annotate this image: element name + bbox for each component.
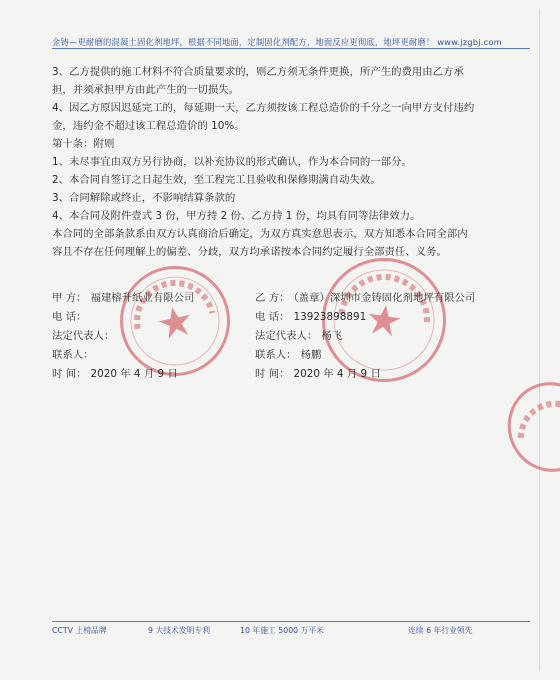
party-b-date-label: 时 间： <box>255 368 290 380</box>
clause-line: 4、本合同及附件壹式 3 份，甲方持 2 份、乙方持 1 份，均具有同等法律效力。 <box>52 210 421 222</box>
footer-badge-cctv: CCTV 上榜品牌 <box>52 626 107 635</box>
page-edge-line <box>539 10 540 670</box>
party-b-contact-label: 联系人： <box>255 349 297 361</box>
header-divider <box>52 48 530 49</box>
party-b-phone-row <box>255 311 366 323</box>
party-a-contact-row <box>52 349 98 361</box>
party-b-contact-row <box>255 349 321 361</box>
clause-line: 担，并须承担甲方由此产生的一切损失。 <box>52 84 240 96</box>
party-b-rep-row <box>255 330 342 342</box>
party-b-phone: 13923898891 <box>293 311 367 323</box>
clause-line: 容且不存在任何理解上的偏差、分歧，双方均承诺按本合同约定履行全部责任、义务。 <box>52 246 447 258</box>
party-b-date-row <box>255 368 381 380</box>
party-b-rep: 杨飞 <box>321 330 343 342</box>
party-a-name-label: 甲 方： <box>52 292 87 304</box>
party-b-rep-label: 法定代表人： <box>255 330 318 342</box>
party-b-contact: 杨鹏 <box>300 349 322 361</box>
party-a-name: 福建榕升纸业有限公司 <box>90 292 195 304</box>
party-a-date-row <box>52 368 178 380</box>
party-a-date: 2020 年 4 月 9 日 <box>90 368 178 380</box>
clause-line: 3、合同解除或终止，不影响结算条款的 <box>52 192 236 204</box>
party-a-contact-label: 联系人： <box>52 349 94 361</box>
clause-line: 本合同的全部条款系由双方认真商洽后确定，为双方真实意思表示，双方知悉本合同全部内 <box>52 228 468 240</box>
footer-divider <box>52 621 530 622</box>
footer-badge-patents: 9 大技术发明专利 <box>148 626 211 635</box>
party-a-rep-row <box>52 330 118 342</box>
party-b-name-row <box>255 292 475 304</box>
clause-line: 3、乙方提供的施工材料不符合质量要求的，则乙方须无条件更换，所产生的费用由乙方承 <box>52 66 464 78</box>
clause-line: 金，违约金不超过该工程总造价的 10%。 <box>52 120 245 132</box>
footer-badge-leadership: 连续 6 年行业领先 <box>408 626 473 635</box>
clause-line: 2、本合同自签订之日起生效，至工程完工且验收和保修期满自动失效。 <box>52 174 381 186</box>
party-a-date-label: 时 间： <box>52 368 87 380</box>
party-a-rep-label: 法定代表人： <box>52 330 115 342</box>
party-a-name-row <box>52 292 194 304</box>
section-heading: 第十条：附则 <box>52 138 115 150</box>
party-b-phone-label: 电 话： <box>255 311 290 323</box>
party-b-date: 2020 年 4 月 9 日 <box>293 368 381 380</box>
party-a-phone-row <box>52 311 90 323</box>
edge-seal <box>495 370 560 484</box>
footer-badge-construction: 10 年施工 5000 万平米 <box>240 626 324 635</box>
clause-line: 4、因乙方原因迟延完工的，每延期一天，乙方须按该工程总造价的千分之一向甲方支付违约 <box>52 102 475 114</box>
party-a-phone-label: 电 话： <box>52 311 87 323</box>
party-a-seal <box>110 256 240 386</box>
clause-line: 1、未尽事宜由双方另行协商，以补充协议的形式确认，作为本合同的一部分。 <box>52 156 412 168</box>
party-b-name: （盖章）深圳市金铸固化剂地坪有限公司 <box>293 292 476 304</box>
party-b-name-label: 乙 方： <box>255 292 290 304</box>
header-slogan: 金铸—更耐磨的混凝土固化剂地坪，根据不同地面，定制固化剂配方，地面反应更彻底，地坪更耐磨！ www.jzgbj.com <box>52 37 502 47</box>
